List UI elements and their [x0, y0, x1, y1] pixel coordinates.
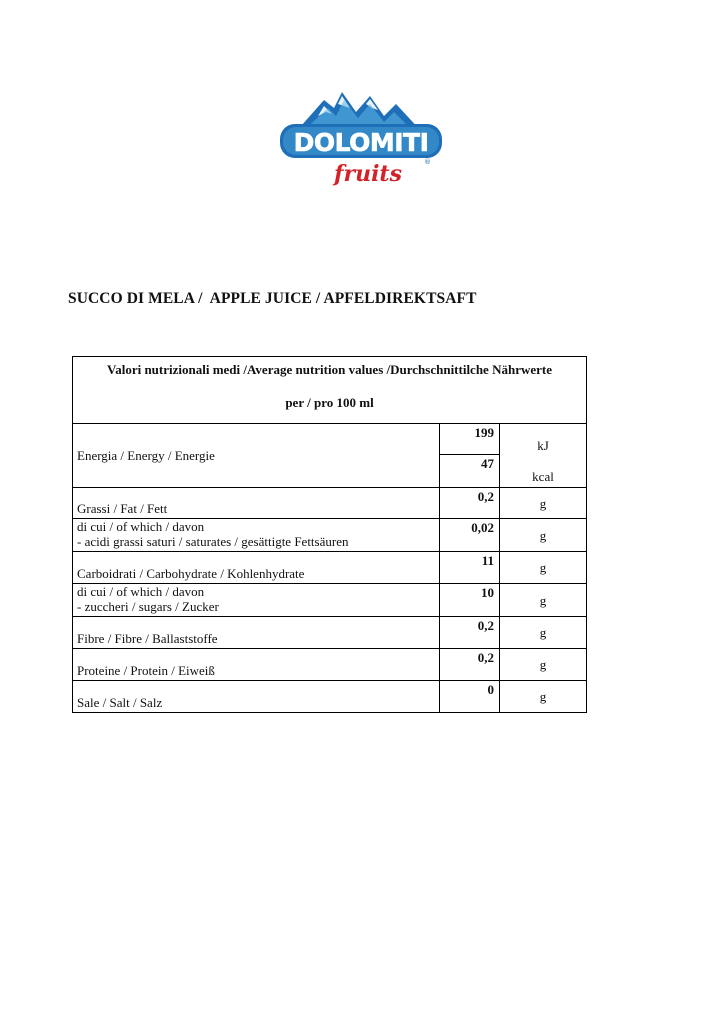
table-row [73, 681, 587, 713]
header-title: Valori nutrizionali medi /Average nutrition values /Durchschnittilche Nährwerte [107, 362, 552, 377]
row-label: Fibre / Fibre / Ballaststoffe [77, 631, 218, 646]
dolomiti-fruits-logo [272, 82, 452, 192]
table-row [73, 649, 587, 681]
logo-subtext: fruits [334, 161, 402, 187]
row-value: 0 [440, 681, 500, 713]
row-unit: g [500, 649, 587, 681]
energy-kcal-unit: kcal [532, 469, 554, 484]
row-unit: g [500, 584, 587, 617]
logo-wordmark: DOLOMITI [293, 128, 429, 157]
row-value: 0,2 [440, 488, 500, 519]
row-unit: g [500, 488, 587, 519]
energy-units [500, 424, 587, 488]
energy-kj-unit: kJ [537, 438, 549, 453]
energy-kcal-value: 47 [481, 456, 494, 471]
row-value: 0,02 [440, 519, 500, 552]
table-row-energy [73, 424, 587, 488]
table-row [73, 552, 587, 584]
row-value: 0,2 [440, 617, 500, 649]
row-label: Carboidrati / Carbohydrate / Kohlenhydrate [77, 566, 305, 581]
row-unit: g [500, 519, 587, 552]
row-label: di cui / of which / davon [77, 584, 205, 599]
energy-label: Energia / Energy / Energie [73, 424, 440, 488]
table-row [73, 488, 587, 519]
row-unit: g [500, 681, 587, 713]
row-unit: g [500, 552, 587, 584]
registered-mark: ® [424, 158, 431, 166]
row-label: Sale / Salt / Salz [77, 695, 163, 710]
nutrition-table [72, 356, 587, 713]
table-row [73, 617, 587, 649]
row-value: 0,2 [440, 649, 500, 681]
row-value: 10 [440, 584, 500, 617]
table-row [73, 584, 587, 617]
row-sublabel: - acidi grassi saturi / saturates / gesättigte Fettsäuren [77, 534, 349, 549]
energy-values [440, 424, 500, 488]
table-header [73, 357, 587, 424]
header-per-100ml: per / pro 100 ml [285, 395, 374, 410]
row-label: Grassi / Fat / Fett [77, 501, 168, 516]
row-value: 11 [440, 552, 500, 584]
row-sublabel: - zuccheri / sugars / Zucker [77, 599, 219, 614]
table-row [73, 519, 587, 552]
product-title: SUCCO DI MELA / APPLE JUICE / APFELDIREKTSAFT [68, 290, 477, 307]
row-label: Proteine / Protein / Eiweiß [77, 663, 215, 678]
row-unit: g [500, 617, 587, 649]
row-label: di cui / of which / davon [77, 519, 205, 534]
brand-logo [272, 82, 452, 192]
energy-kj-value: 199 [440, 424, 499, 455]
